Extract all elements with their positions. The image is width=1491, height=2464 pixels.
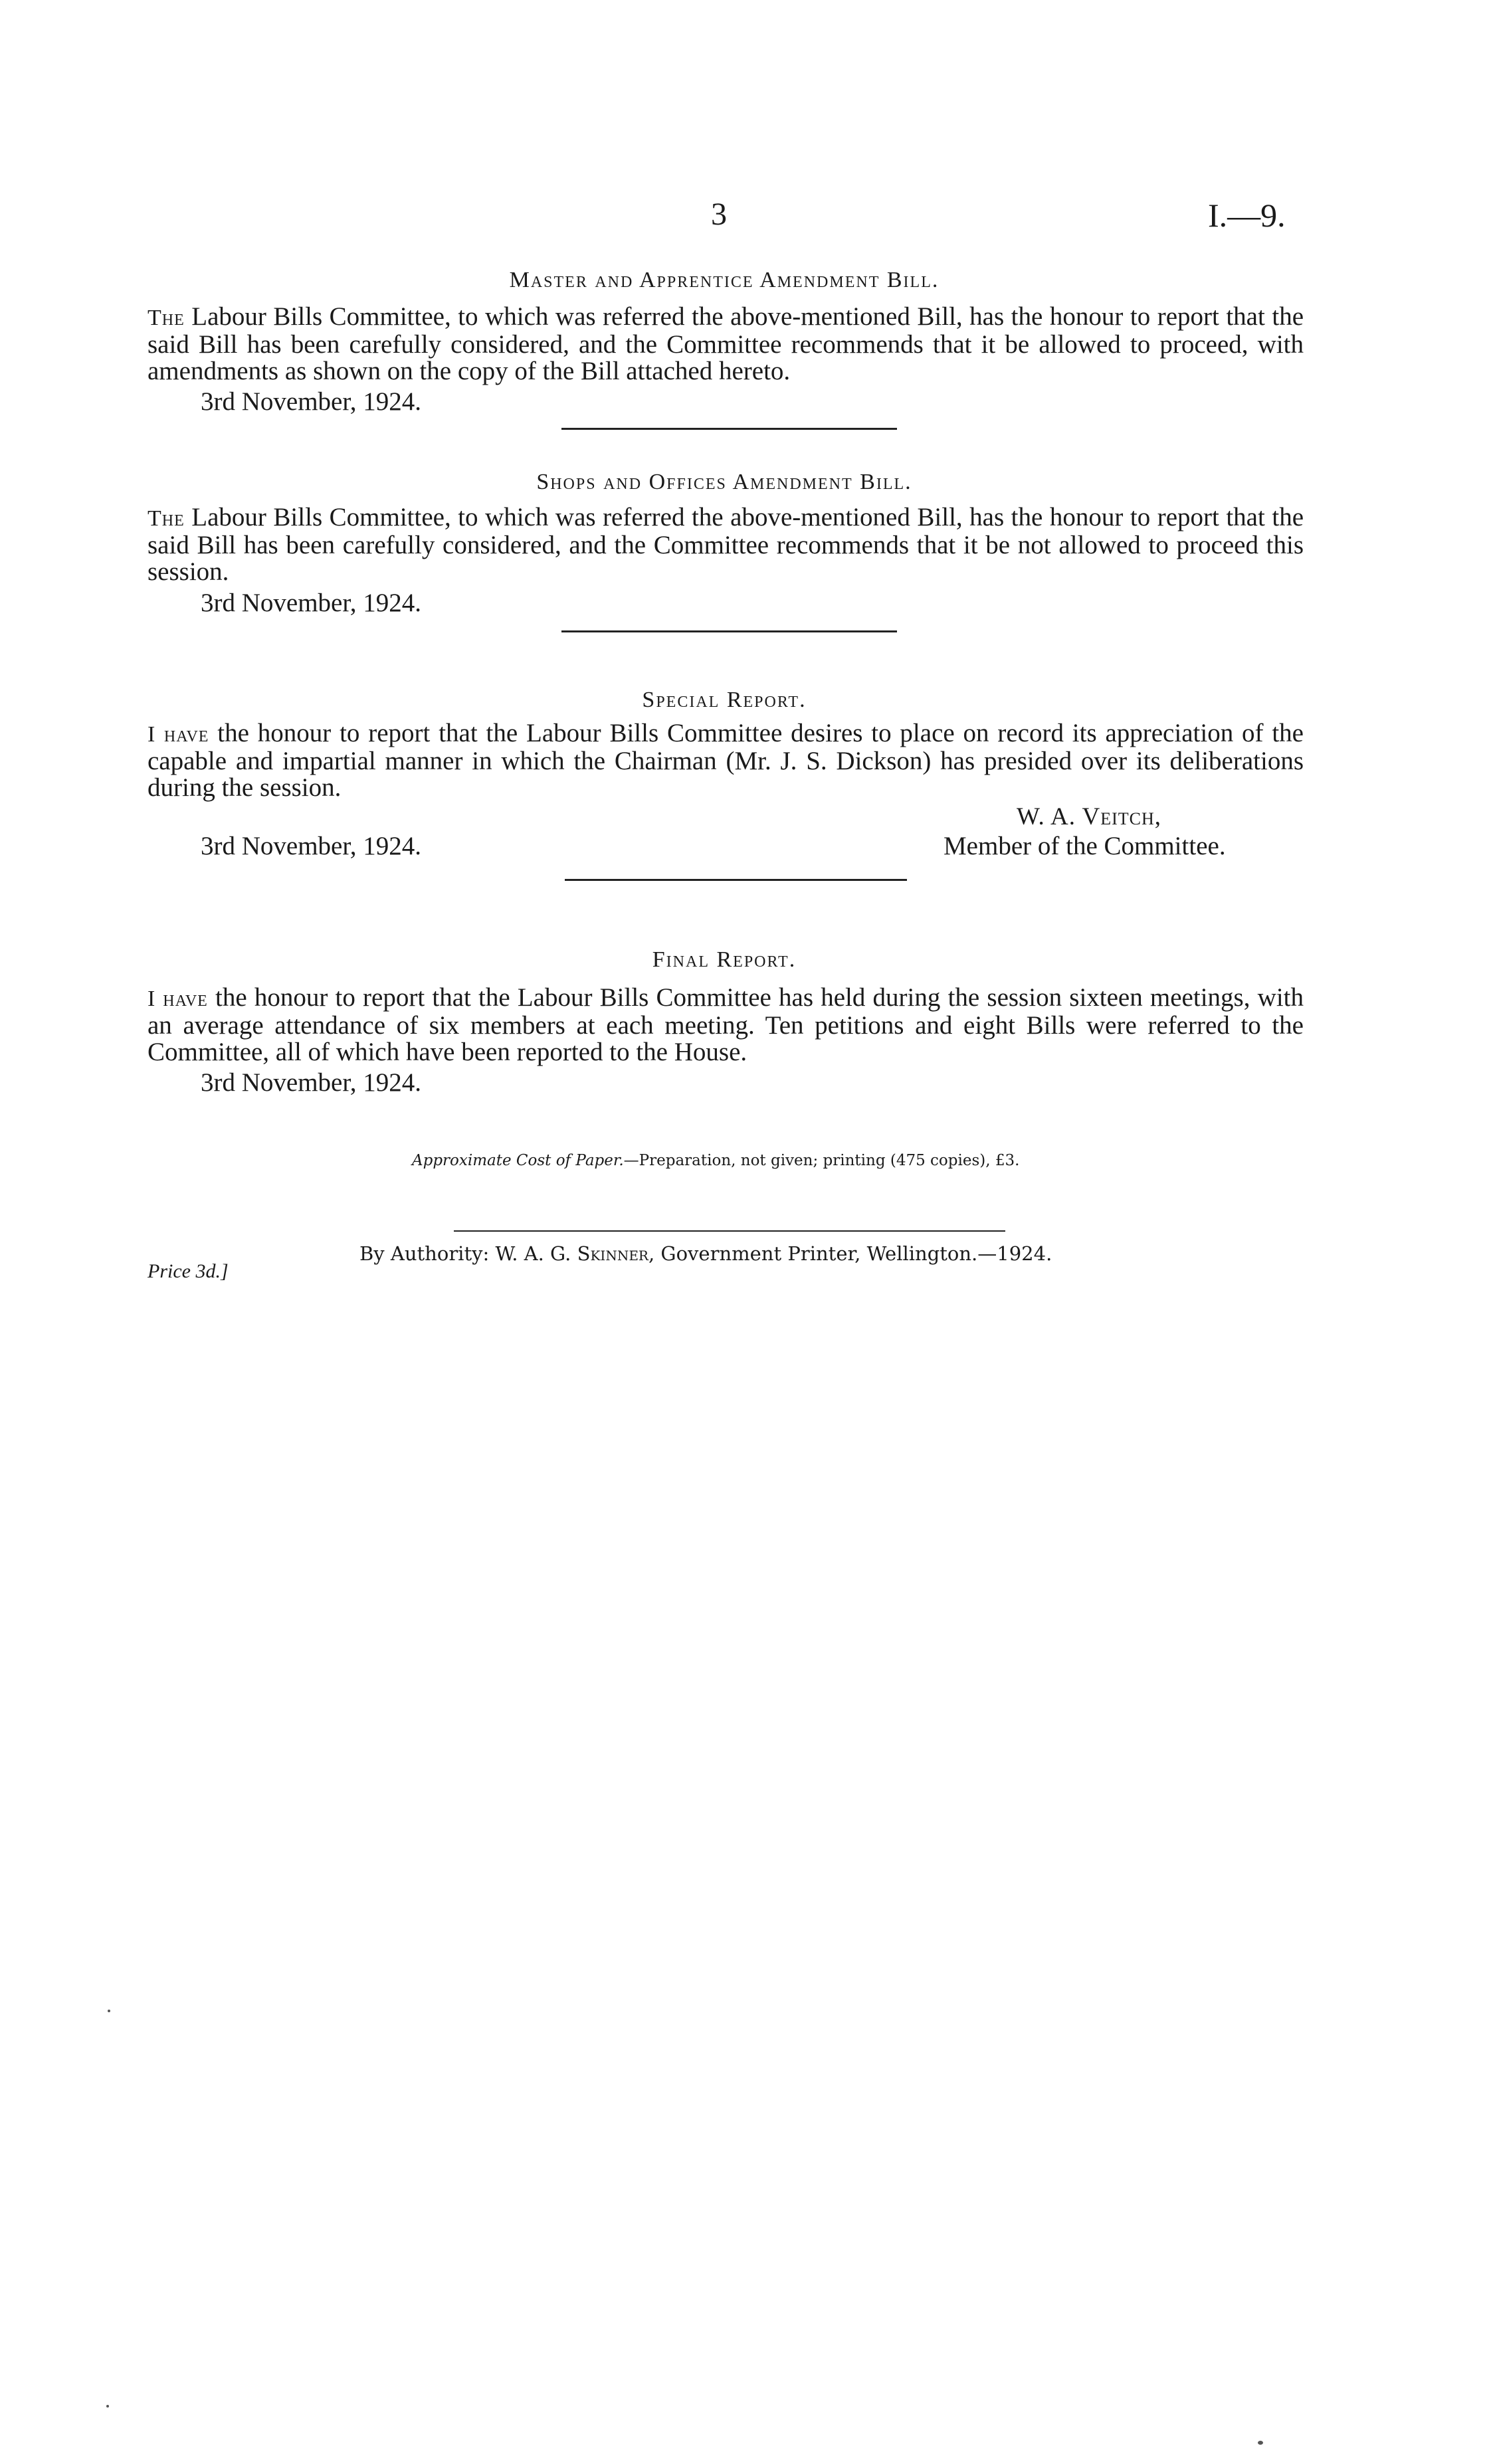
scan-speck xyxy=(108,2010,110,2012)
body-lead: I have xyxy=(148,987,208,1011)
body-lead: The xyxy=(148,506,185,531)
body-text: Labour Bills Committee, to which was referred the above-mentioned Bill, has the honour to report that the said Bill has been carefully considered, and the Committee recommends that it be allowed to proceed, with amendments as shown on the copy of the Bill attached hereto. xyxy=(148,302,1304,385)
signatory-name: W. A. Veitch, xyxy=(1017,803,1162,830)
scan-speck xyxy=(106,2405,109,2408)
section-date: 3rd November, 1924. xyxy=(201,1068,422,1097)
section-divider xyxy=(561,630,897,632)
footer-divider xyxy=(454,1230,1005,1232)
authority-suffix: , Government Printer, Wellington.—1924. xyxy=(648,1242,1052,1265)
section-title-shops-offices: Shops and Offices Amendment Bill. xyxy=(536,470,912,494)
section-body-shops-offices xyxy=(148,504,1304,585)
paper-code: I.—9. xyxy=(1208,197,1286,234)
section-body-special-report xyxy=(148,720,1304,801)
body-text: the honour to report that the Labour Bills Committee desires to place on record its appreciation of the capable and impartial manner in which the Chairman (Mr. J. S. Dickson) has presided over its deliberations during the session. xyxy=(148,719,1304,802)
section-date: 3rd November, 1924. xyxy=(201,589,422,617)
printer-name: Skinner xyxy=(577,1242,648,1265)
section-body-master-apprentice xyxy=(148,304,1304,385)
scan-speck xyxy=(1258,2441,1263,2445)
section-divider xyxy=(561,428,897,430)
section-title-master-apprentice: Master and Apprentice Amendment Bill. xyxy=(509,268,940,292)
section-divider xyxy=(565,879,907,881)
body-text: the honour to report that the Labour Bills Committee has held during the session sixteen meetings, with an average attendance of six members at each meeting. Ten petitions and eight Bills were referred to the Committee, all of which have been reported to the House. xyxy=(148,983,1304,1066)
cost-label: Approximate Cost of Paper. xyxy=(412,1152,624,1169)
body-text: Labour Bills Committee, to which was referred the above-mentioned Bill, has the honour to report that the said Bill has been carefully considered, and the Committee recommends that it be not allowed to proceed this session. xyxy=(148,503,1304,586)
section-date: 3rd November, 1924. xyxy=(201,832,422,860)
authority-prefix: By Authority: W. A. G. xyxy=(359,1242,577,1265)
section-title-special-report: Special Report. xyxy=(642,688,807,712)
section-date: 3rd November, 1924. xyxy=(201,387,422,416)
section-title-final-report: Final Report. xyxy=(652,947,797,972)
cost-note xyxy=(412,1152,1019,1169)
body-lead: The xyxy=(148,306,185,330)
price-note: Price 3d.] xyxy=(148,1260,229,1282)
signatory-title: Member of the Committee. xyxy=(944,832,1226,860)
section-body-final-report xyxy=(148,985,1304,1066)
cost-text: —Preparation, not given; printing (475 copies), £3. xyxy=(623,1152,1020,1169)
body-lead: I have xyxy=(148,722,209,747)
printer-authority xyxy=(359,1242,1052,1265)
page-number: 3 xyxy=(711,197,727,232)
